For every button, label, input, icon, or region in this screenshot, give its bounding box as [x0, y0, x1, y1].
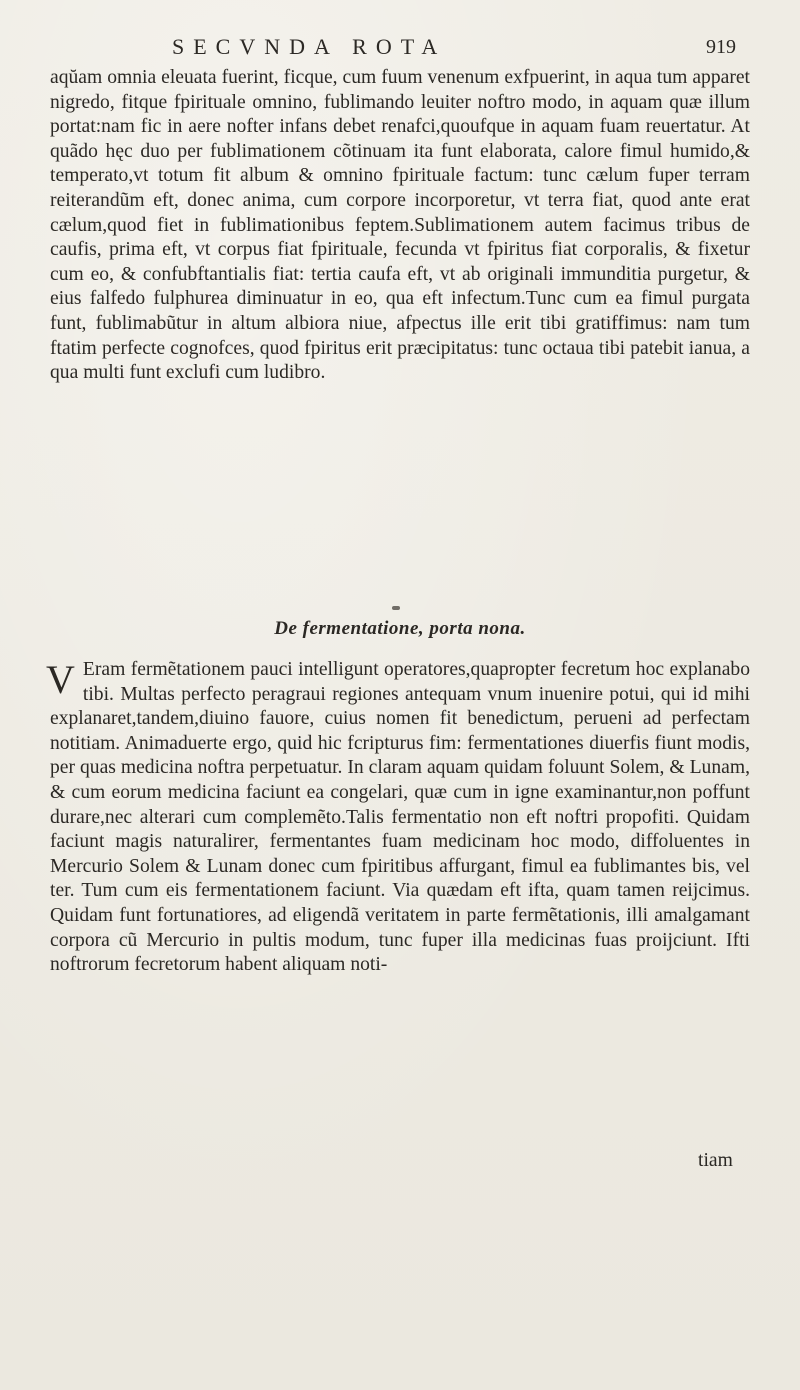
catchword: tiam	[698, 1150, 733, 1171]
section-heading: De fermentatione, porta nona.	[274, 618, 526, 639]
running-head	[0, 34, 800, 64]
drop-cap: V	[46, 657, 75, 702]
page-number: 919	[706, 36, 736, 58]
printer-ornament	[392, 606, 400, 610]
running-title: SECVNDA ROTA	[172, 34, 447, 59]
body-paragraph-with-drop-cap	[46, 657, 750, 978]
body-paragraph: aqŭam omnia eleuata fuerint, ficque, cum fuum venenum exfpuerint, in aqua tum apparet nigredo, fitque fpirituale omnino, fublimando leuiter noftro modo, in aquam quæ illum portat:nam fic in aere nofter infans debet renafci,quoufque in aquam fuam reuertatur. At quãdo hęc duo per fublimationem cõtinuam ita funt elaborata, calore fimul humido,& temperato,vt totum fit album & omnino fpirituale factum: tunc cælum fuper terram reiterandũm eft, donec anima, cum corpore incorporetur, vt terra fiat, quod ante erat cælum,quod fiet in fublimationibus feptem.Sublimationem autem facimus tribus de caufis, prima eft, vt corpus fiat fpirituale, fecunda vt fpiritus fiat corporalis, & fixetur cum eo, & confubftantialis fiat: tertia caufa eft, vt ab originali immunditia purgetur, & eius falfedo fulphurea diminuatur in eo, qua eft infectum.Tunc cum ea fimul purgata funt, fublimabũtur in altum albiora niue, afpectus ille erit tibi gratiffimus: nam tum ftatim perfecte cognofces, quod fpiritus erit præcipitatus: tunc octaua tibi patebit ianua, a qua multi funt exclufi cum ludibro.	[50, 67, 750, 384]
paragraph-text: Eram fermẽtationem pauci intelligunt operatores,quapropter fecretum hoc explanabo tibi. Multas perfecto peragraui regiones antequam vnum inuenire potui, qui id mihi explanaret,tandem,diuino fauore, cuius nomen fit benedictum, perueni ad perfectam notitiam. Animaduerte ergo, quid hic fcripturus fim: fermentationes diuerfis fiunt modis, per quas medicina noftra perpetuatur. In claram aquam quidam foluunt Solem, & Lunam, & cum eorum medicina faciunt ea congelari, quæ cum in igne examinantur,non poffunt durare,nec alterari cum complemẽto.Talis fermentatio non eft noftri propofiti. Quidam faciunt magis naturalirer, fermentantes fuam medicinam hoc modo, diffoluentes in Mercurio Solem & Lunam donec cum fpiritibus affurgant, fimul ea fublimantes bis, vel ter. Tum cum eis fermentationem faciunt. Via quædam eft ifta, quam tamen reijcimus. Quidam funt fortunatiores, ad eligendã veritatem in parte fermẽtationis, illi amalgamant corpora cũ Mercurio in pultis modum, tunc fuper illa medicinas fuas proijciunt. Ifti noftrorum fecretorum habent aliquam noti-	[50, 659, 750, 976]
